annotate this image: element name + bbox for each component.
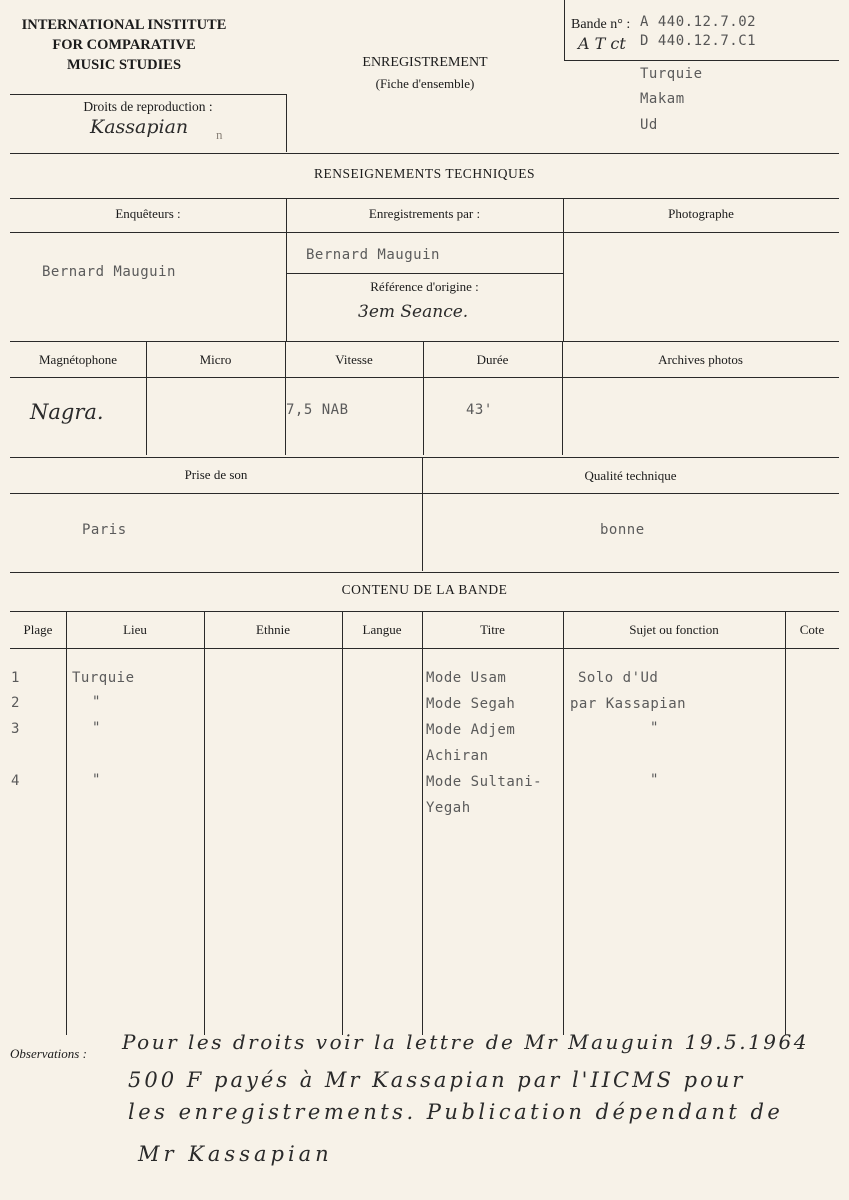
enqueteurs-label: Enquêteurs : [115, 206, 181, 221]
vitesse-label: Vitesse [335, 352, 373, 367]
magnetophone-value: Nagra. [30, 400, 104, 424]
sujet-2: par Kassapian [570, 696, 687, 712]
micro-label: Micro [199, 352, 232, 367]
rule-reference [286, 273, 563, 274]
enqueteur-value: Bernard Mauguin [42, 264, 176, 280]
rule-contenu-2 [10, 648, 839, 649]
header-ethnie: Ethnie [256, 622, 290, 637]
header-plage: Plage [23, 622, 53, 637]
rule-tech-1 [10, 198, 839, 199]
enregistrements-value: Bernard Mauguin [306, 247, 440, 263]
enregistrements-label: Enregistrements par : [368, 206, 481, 221]
rule-tech-5 [10, 457, 839, 458]
droits-value: Kassapian [90, 116, 189, 138]
bande-box-bottom [564, 60, 839, 61]
contenu-col-2 [204, 611, 205, 1035]
header-titre: Titre [480, 622, 505, 637]
bande-box-left [564, 0, 565, 60]
archives-label: Archives photos [658, 352, 743, 367]
header-langue: Langue [362, 622, 402, 637]
sujet-3: " [650, 720, 659, 736]
lieu-3: " [92, 720, 101, 736]
rule-tech-top [10, 153, 839, 154]
magnetophone-label: Magnétophone [39, 352, 117, 367]
observation-line-1: Pour les droits voir la lettre de Mr Mauguin 19.5.1964 [122, 1030, 809, 1054]
plage-2: 2 [11, 695, 20, 711]
bande-at-ct: A T ct [578, 34, 626, 53]
rule-tech-6 [10, 493, 839, 494]
titre-2: Mode Segah [426, 696, 516, 712]
form-title: ENREGISTREMENT [362, 55, 488, 70]
rule-tech-2 [10, 232, 839, 233]
titre-1: Mode Usam [426, 670, 507, 686]
contenu-col-3 [342, 611, 343, 1035]
titre-5: Mode Sultani- [426, 774, 543, 790]
header-lieu: Lieu [123, 622, 147, 637]
contenu-col-5 [563, 611, 564, 1035]
droits-box-top [10, 94, 286, 95]
plage-4: 4 [11, 773, 20, 789]
qualite-value: bonne [600, 522, 645, 538]
prise-value: Paris [82, 522, 127, 538]
header-cote: Cote [799, 622, 825, 637]
rule-tech-3 [10, 341, 839, 342]
reference-value: 3em Seance. [358, 302, 469, 322]
observation-line-3: les enregistrements. Publication dépendant de [128, 1100, 784, 1124]
tech-section-title: RENSEIGNEMENTS TECHNIQUES [313, 166, 536, 181]
contenu-col-1 [66, 611, 67, 1035]
observations-label: Observations : [10, 1046, 87, 1061]
bande-number-a: A 440.12.7.02 [640, 14, 757, 30]
rule-tech-4 [10, 377, 839, 378]
plage-1: 1 [11, 670, 20, 686]
titre-3: Mode Adjem [426, 722, 516, 738]
titre-6: Yegah [426, 800, 471, 816]
prise-label: Prise de son [184, 467, 248, 482]
lieu-4: " [92, 772, 101, 788]
institute-line-3: MUSIC STUDIES [66, 57, 182, 73]
droits-faded-suffix: n [216, 127, 223, 142]
lieu-2: " [92, 694, 101, 710]
titre-4: Achiran [426, 748, 489, 764]
institute-line-1: INTERNATIONAL INSTITUTE [21, 17, 227, 33]
droits-box-right [286, 94, 287, 152]
sujet-1: Solo d'Ud [578, 670, 659, 686]
bande-label: Bande n° : [571, 17, 631, 32]
institute-name [8, 15, 240, 75]
classification-country: Turquie [640, 66, 703, 82]
lieu-1: Turquie [72, 670, 135, 686]
duree-value: 43' [466, 402, 493, 418]
classification-instrument: Ud [640, 117, 658, 133]
rule-contenu-top [10, 572, 839, 573]
bande-number-d: D 440.12.7.C1 [640, 33, 757, 49]
rule-contenu-1 [10, 611, 839, 612]
vitesse-value: 7,5 NAB [286, 402, 349, 418]
sujet-4: " [650, 772, 659, 788]
qualite-label: Qualité technique [584, 468, 677, 483]
contenu-col-6 [785, 611, 786, 1035]
form-subtitle: (Fiche d'ensemble) [375, 76, 475, 91]
contenu-col-4 [422, 611, 423, 1035]
duree-label: Durée [476, 352, 509, 367]
photographe-label: Photographe [668, 206, 734, 221]
classification-genre: Makam [640, 91, 685, 107]
contenu-section-title: CONTENU DE LA BANDE [341, 582, 508, 597]
droits-label: Droits de reproduction : [83, 99, 213, 114]
header-sujet: Sujet ou fonction [629, 622, 719, 637]
observation-line-4: Mr Kassapian [138, 1142, 333, 1166]
institute-line-2: FOR COMPARATIVE [52, 37, 196, 53]
reference-label: Référence d'origine : [370, 279, 479, 294]
observation-line-2: 500 F payés à Mr Kassapian par l'IICMS pour [128, 1068, 746, 1092]
plage-3: 3 [11, 721, 20, 737]
